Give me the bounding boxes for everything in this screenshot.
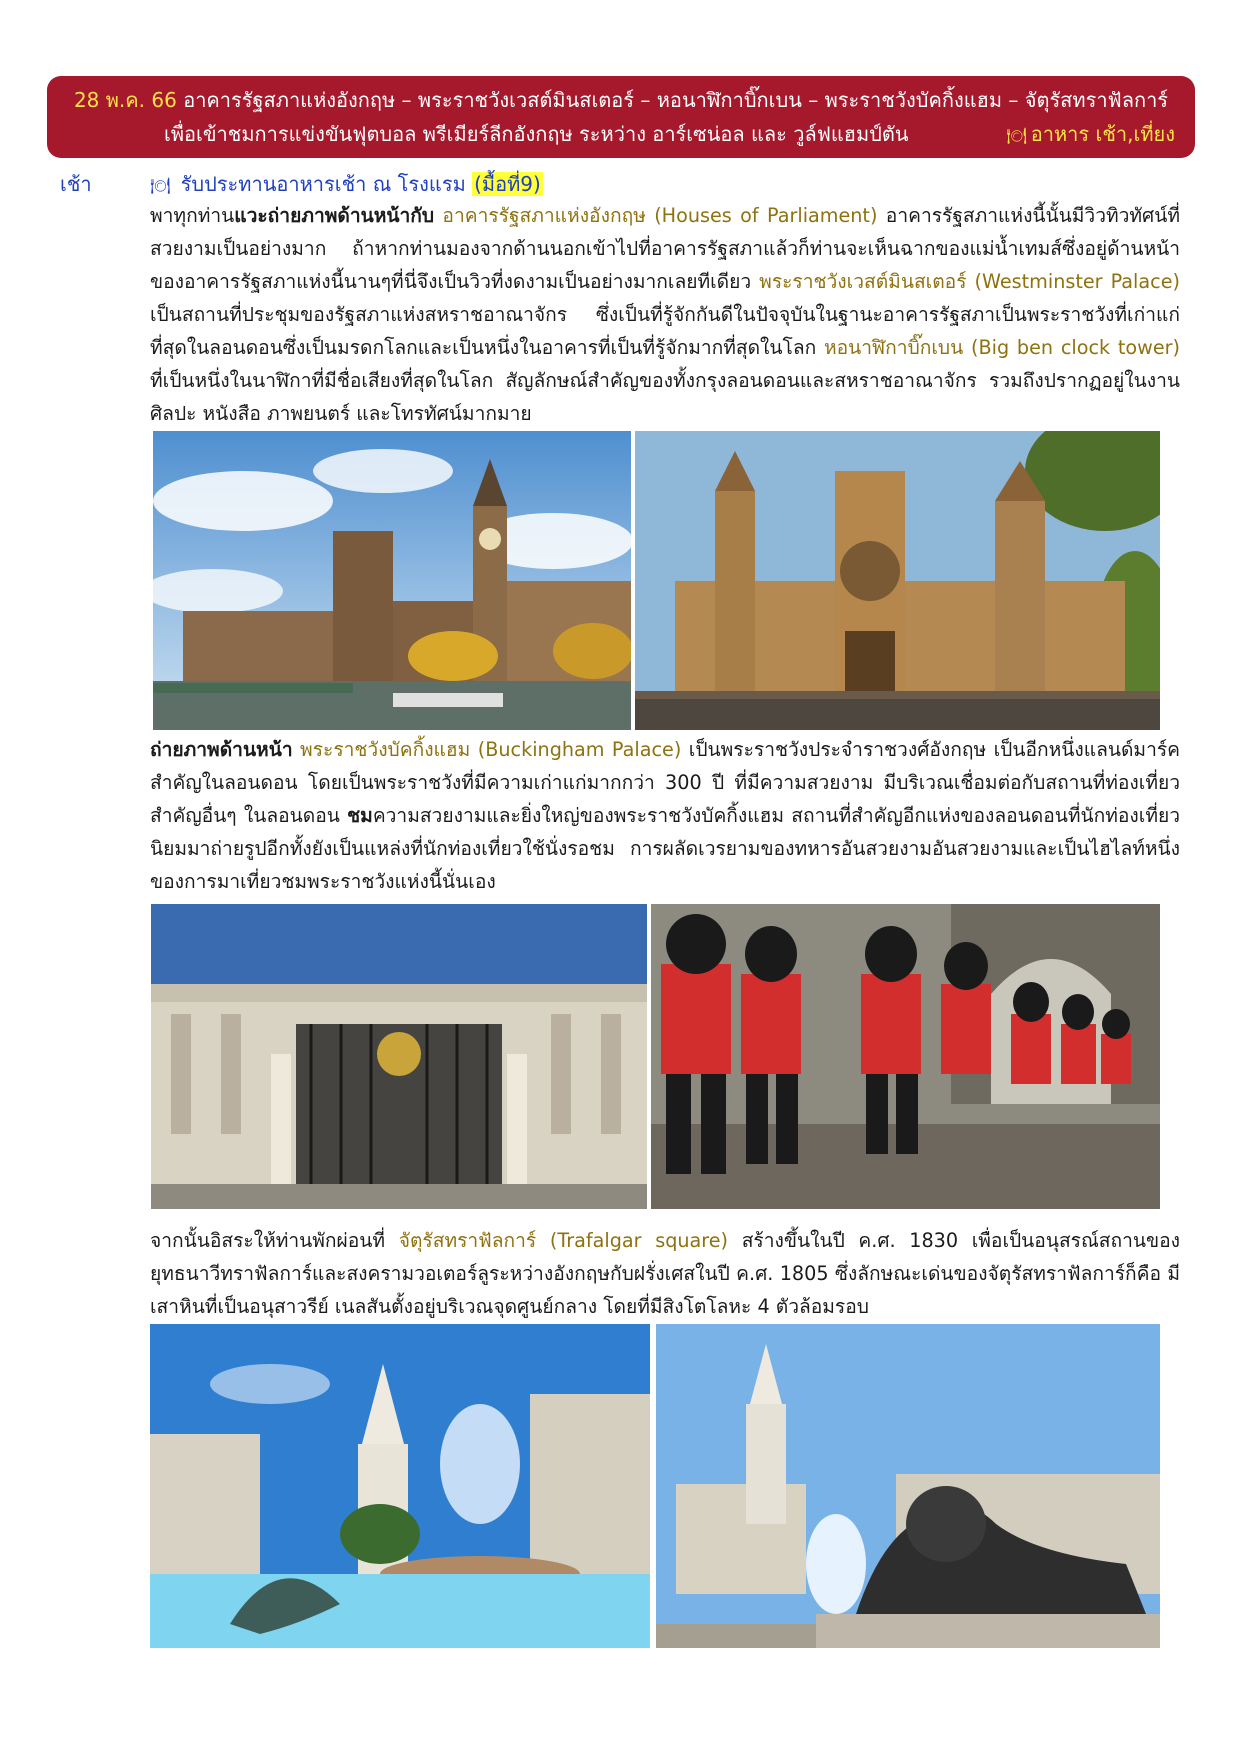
photo-changing-of-the-guard: [651, 904, 1160, 1209]
meals-label: อาหาร เช้า,เที่ยง: [1030, 122, 1175, 146]
para-text: สร้างขึ้นในปี ค.ศ. 1830 เพื่อเป็นอนุสรณ์สถานของยุทธนาวีทราฟัลการ์และสงครามวอเตอร์ลูระหว่างอังกฤษกับฝรั่งเศสในปี ค.ศ. 1805 ซึ่งลักษณะเด่นของจัตุรัสทราฟัลการ์ก็คือ มีเสาหินที่เป็นอนุสาวรีย์ เนลสันตั้งอยู่บริเวณจุดศูนย์กลาง โดยที่มีสิงโตโลหะ 4 ตัวล้อมรอบ: [150, 1229, 1180, 1318]
place-name-houses-of-parliament: อาคารรัฐสภาแห่งอังกฤษ (Houses of Parliament): [434, 204, 878, 227]
meal-number-badge: (มื้อที่9): [474, 172, 541, 196]
day-header-banner: [47, 76, 1195, 158]
para-text: อาคารรัฐสภาแห่งนี้นั้นมีวิวทิวทัศน์ที่สวยงามเป็นอย่างมาก ถ้าหากท่านมองจากด้านนอกเข้าไปที่อาคารรัฐสภาแล้วก็ท่านจะเห็นฉากของแม่น้ำเทมส์ซึ่งอยู่ด้านหน้าของอาคารรัฐสภาแห่งนี้นานๆที่นี่จึงเป็นวิวที่งดงามเป็นอย่างมากเลยทีเดียว: [150, 204, 1180, 293]
day-route: อาคารรัฐสภาแห่งอังกฤษ – พระราชวังเวสต์มินสเตอร์ – หอนาฬิกาบิ๊กเบน – พระราชวังบัคกิ้งแฮม – จัตุรัสทราฟัลการ์: [183, 88, 1169, 112]
meals-included: [1006, 117, 1175, 153]
place-name-westminster-palace: พระราชวังเวสต์มินสเตอร์ (Westminster Palace): [759, 270, 1180, 293]
place-name-trafalgar-square: จัตุรัสทราฟัลการ์ (Trafalgar square): [398, 1229, 729, 1252]
breakfast-line: [150, 168, 543, 200]
trafalgar-description: [150, 1224, 1180, 1323]
photo-trafalgar-fountain: [150, 1324, 650, 1648]
photo-westminster-abbey: [635, 431, 1160, 730]
parliament-description: [150, 199, 1180, 430]
photo-buckingham-palace-gates: [151, 904, 647, 1209]
day-subtitle: เพื่อเข้าชมการแข่งขันฟุตบอล พรีเมียร์ลีกอังกฤษ ระหว่าง อาร์เซน่อล และ วูล์ฟแฮมป์ตัน: [164, 122, 909, 146]
para-emphasis: แวะถ่ายภาพด้านหน้ากับ: [234, 204, 435, 227]
para-text: เป็นสถานที่ประชุมของรัฐสภาแห่งสหราชอาณาจักร ซึ่งเป็นที่รู้จักกันดีในปัจจุบันในฐานะอาคารรัฐสภาเป็นพระราชวังที่เก่าแก่ที่สุดในลอนดอนซึ่งเป็นมรดกโลกและเป็นหนึ่งในอาคารที่เป็นที่รู้จักมากที่สุดในโลก: [150, 303, 1180, 359]
breakfast-text: รับประทานอาหารเช้า ณ โรงแรม: [180, 172, 466, 196]
place-name-big-ben: หอนาฬิกาบิ๊กเบน (Big ben clock tower): [824, 336, 1181, 359]
day-date: 28 พ.ค. 66: [73, 88, 177, 112]
meal-icon: 🍽: [1006, 126, 1027, 145]
day-title: [47, 83, 1195, 117]
para-emphasis: ชม: [347, 804, 373, 827]
para-text: ความสวยงามและยิ่งใหญ่ของพระราชวังบัคกิ้งแฮม สถานที่สำคัญอีกแห่งของลอนดอนที่นักท่องเที่ยวนิยมมาถ่ายรูปอีกทั้งยังเป็นแหล่งที่นักท่องเที่ยวใช้นั่งรอชม การผลัดเวรยามของทหารอันสวยงามอันสวยงามและเป็นไฮไลท์หนึ่งของการมาเที่ยวชมพระราชวังแห่งนี้นั่นเอง: [150, 804, 1180, 893]
time-of-day-label: เช้า: [60, 172, 92, 196]
photo-houses-of-parliament: [153, 431, 631, 730]
photo-trafalgar-lion: [656, 1324, 1160, 1648]
para-text: จากนั้นอิสระให้ท่านพักผ่อนที่: [150, 1229, 399, 1252]
buckingham-description: [150, 733, 1180, 898]
para-text: พาทุกท่าน: [150, 204, 235, 227]
meal-icon: 🍽: [150, 176, 171, 195]
place-name-buckingham-palace: พระราชวังบัคกิ้งแฮม (Buckingham Palace): [292, 738, 682, 761]
para-text: เป็นพระราชวังประจำราชวงศ์อังกฤษ เป็นอีกหนึ่งแลนด์มาร์คสำคัญในลอนดอน โดยเป็นพระราชวังที่มีความเก่าแก่มากกว่า 300 ปี ที่มีความสวยงาม มีบริเวณเชื่อมต่อกับสถานที่ท่องเที่ยวสำคัญอื่นๆ ในลอนดอน: [150, 738, 1180, 827]
para-text: ที่เป็นหนึ่งในนาฬิกาที่มีชื่อเสียงที่สุดในโลก สัญลักษณ์สำคัญของทั้งกรุงลอนดอนและสหราชอาณาจักร รวมถึงปรากฏอยู่ในงานศิลปะ หนังสือ ภาพยนตร์ และโทรทัศน์มากมาย: [150, 369, 1180, 425]
para-emphasis: ถ่ายภาพด้านหน้า: [150, 738, 293, 761]
